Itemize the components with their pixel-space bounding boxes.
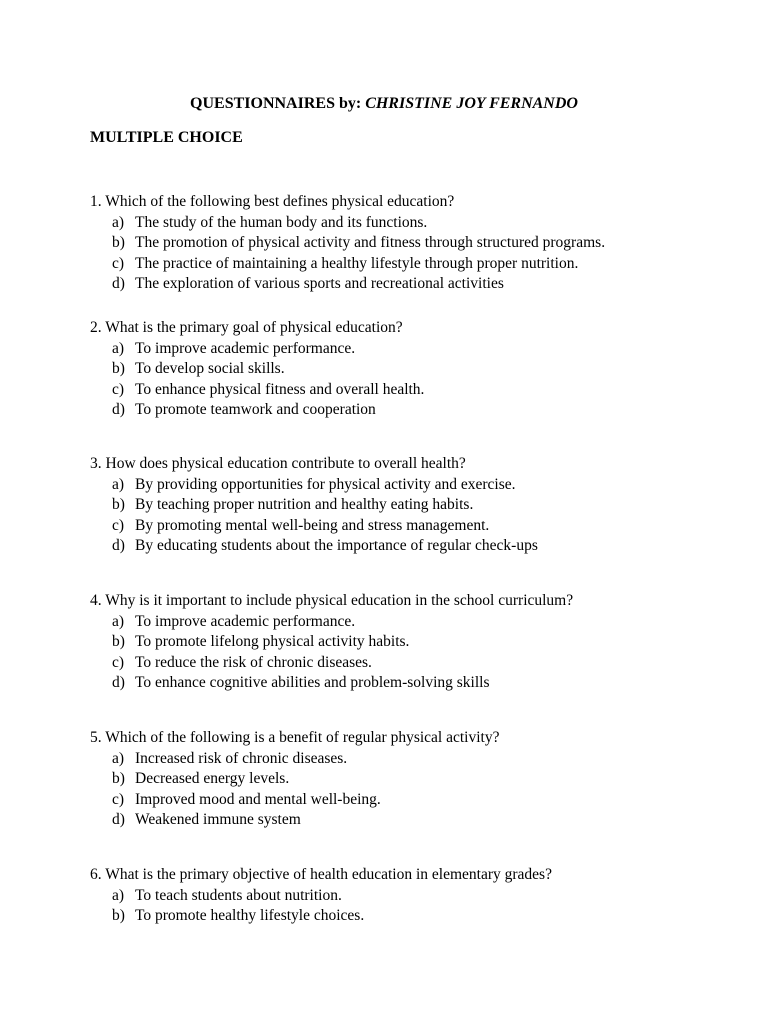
choice-c bbox=[90, 254, 750, 275]
choice-text: By providing opportunities for physical activity and exercise. bbox=[135, 475, 516, 493]
choice-b bbox=[90, 769, 750, 790]
choice-letter: a) bbox=[112, 339, 125, 357]
choice-a bbox=[90, 749, 750, 770]
choice-letter: a) bbox=[112, 475, 125, 493]
choice-text: To teach students about nutrition. bbox=[135, 886, 342, 904]
choice-d bbox=[90, 536, 750, 557]
choice-d bbox=[90, 274, 750, 295]
choice-letter: c) bbox=[112, 790, 125, 808]
choice-letter: d) bbox=[112, 811, 125, 828]
question-5 bbox=[90, 728, 750, 831]
choice-letter: b) bbox=[112, 496, 125, 513]
choice-a bbox=[90, 475, 750, 496]
choice-d bbox=[90, 810, 750, 831]
choice-letter: d) bbox=[112, 401, 125, 418]
choice-c bbox=[90, 790, 750, 811]
choice-d bbox=[90, 673, 750, 694]
choice-letter: b) bbox=[112, 234, 125, 251]
document-title bbox=[0, 94, 768, 114]
question-4 bbox=[90, 591, 750, 694]
choice-letter: a) bbox=[112, 749, 125, 767]
choice-letter: d) bbox=[112, 537, 125, 554]
question-stem: 2. What is the primary goal of physical education? bbox=[90, 319, 403, 336]
question-1 bbox=[90, 192, 750, 295]
choice-letter: c) bbox=[112, 254, 125, 272]
question-stem: 5. Which of the following is a benefit of regular physical activity? bbox=[90, 729, 500, 746]
question-2 bbox=[90, 318, 750, 421]
choice-letter: c) bbox=[112, 380, 125, 398]
choice-letter: c) bbox=[112, 653, 125, 671]
choice-letter: b) bbox=[112, 633, 125, 650]
choice-d bbox=[90, 400, 750, 421]
choice-text: To enhance cognitive abilities and problem-solving skills bbox=[135, 674, 490, 691]
choice-letter: a) bbox=[112, 612, 125, 630]
choice-letter: a) bbox=[112, 213, 125, 231]
question-stem: 4. Why is it important to include physical education in the school curriculum? bbox=[90, 592, 574, 609]
choice-text: The promotion of physical activity and fitness through structured programs. bbox=[135, 234, 606, 251]
choice-c bbox=[90, 653, 750, 674]
choice-letter: c) bbox=[112, 516, 125, 534]
choice-text: To promote teamwork and cooperation bbox=[135, 401, 376, 418]
choice-text: By teaching proper nutrition and healthy eating habits. bbox=[135, 496, 474, 513]
choice-text: To reduce the risk of chronic diseases. bbox=[135, 653, 372, 671]
choice-a bbox=[90, 339, 750, 360]
choice-b bbox=[90, 906, 750, 927]
choice-b bbox=[90, 495, 750, 516]
choice-text: To develop social skills. bbox=[135, 360, 285, 377]
choice-a bbox=[90, 213, 750, 234]
author-name: CHRISTINE JOY FERNANDO bbox=[365, 95, 578, 112]
choice-letter: a) bbox=[112, 886, 125, 904]
choice-letter: b) bbox=[112, 907, 125, 924]
question-3 bbox=[90, 454, 750, 557]
choice-text: By educating students about the importance of regular check-ups bbox=[135, 537, 538, 554]
choice-b bbox=[90, 359, 750, 380]
choice-text: Decreased energy levels. bbox=[135, 770, 290, 787]
choice-a bbox=[90, 886, 750, 907]
choice-text: To promote healthy lifestyle choices. bbox=[135, 907, 365, 924]
choice-letter: d) bbox=[112, 275, 125, 292]
choice-letter: b) bbox=[112, 360, 125, 377]
choice-letter: b) bbox=[112, 770, 125, 787]
question-stem: 1. Which of the following best defines physical education? bbox=[90, 193, 455, 210]
choice-a bbox=[90, 612, 750, 633]
question-stem: 3. How does physical education contribute to overall health? bbox=[90, 455, 466, 472]
choice-c bbox=[90, 516, 750, 537]
section-heading: MULTIPLE CHOICE bbox=[90, 129, 243, 146]
choice-b bbox=[90, 233, 750, 254]
choice-b bbox=[90, 632, 750, 653]
choice-text: To improve academic performance. bbox=[135, 339, 356, 357]
question-stem: 6. What is the primary objective of health education in elementary grades? bbox=[90, 866, 552, 883]
title-prefix: QUESTIONNAIRES by: bbox=[190, 95, 366, 112]
choice-letter: d) bbox=[112, 674, 125, 691]
choice-text: Weakened immune system bbox=[135, 811, 301, 828]
choice-text: The practice of maintaining a healthy lifestyle through proper nutrition. bbox=[135, 254, 579, 272]
choice-text: To enhance physical fitness and overall health. bbox=[135, 380, 425, 398]
choice-text: To promote lifelong physical activity habits. bbox=[135, 633, 410, 650]
choice-text: Improved mood and mental well-being. bbox=[135, 790, 381, 808]
choice-text: The study of the human body and its functions. bbox=[135, 213, 428, 231]
choice-c bbox=[90, 380, 750, 401]
choice-text: Increased risk of chronic diseases. bbox=[135, 749, 348, 767]
choice-text: By promoting mental well-being and stress management. bbox=[135, 516, 490, 534]
question-6 bbox=[90, 865, 750, 927]
choice-text: The exploration of various sports and recreational activities bbox=[135, 275, 504, 292]
choice-text: To improve academic performance. bbox=[135, 612, 356, 630]
